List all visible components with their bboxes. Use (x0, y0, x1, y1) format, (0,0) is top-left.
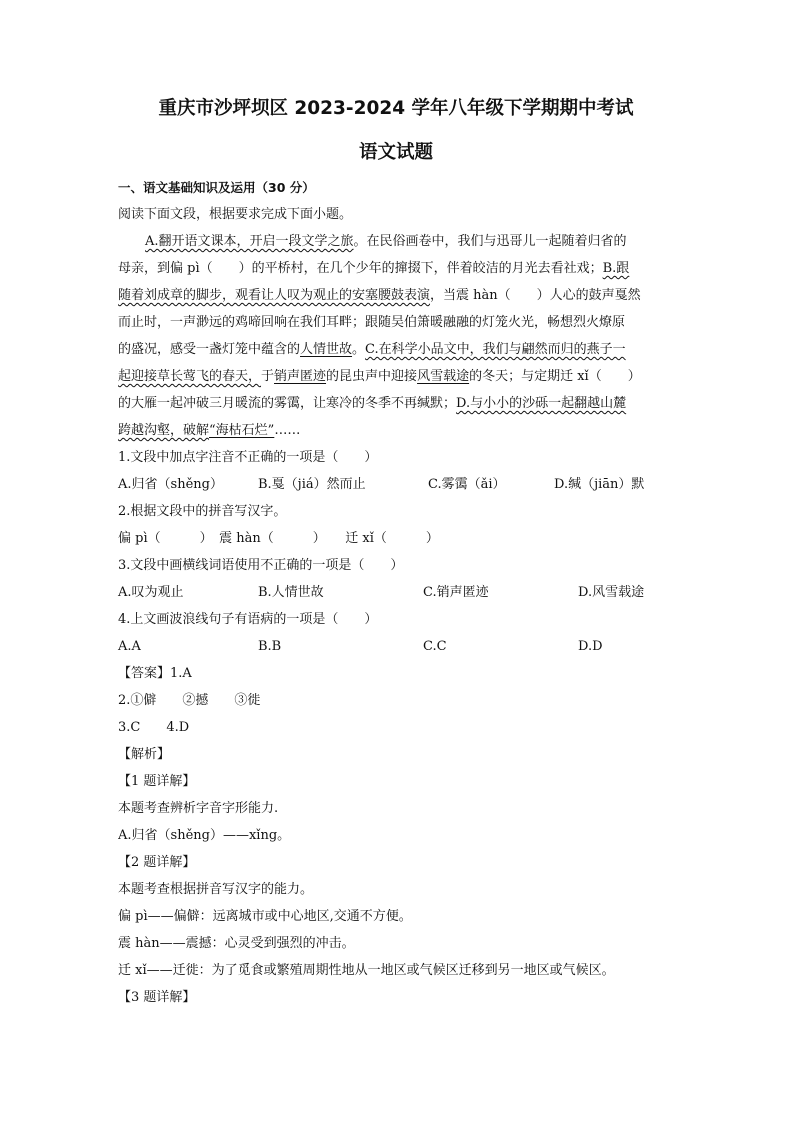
option: A.A (118, 639, 141, 654)
question-1: 1.文段中加点字注音不正确的一项是（ ） (118, 450, 378, 465)
passage-line: 的大雁一起冲破三月暖流的雾霭，让寒冷的冬季不再缄默；D.与小小的沙砾一起翻越山麓 (118, 396, 627, 411)
detail-text: 本题考查根据拼音写汉字的能力。 (118, 882, 314, 897)
passage-line: 随着刘成章的脚步，观看让人叹为观止的安塞腰鼓表演，当震 hàn（ ）人心的鼓声戛然 (118, 288, 641, 303)
option: A.归省（shěng） (118, 477, 223, 492)
option: B.B (258, 639, 282, 654)
option: C.C (423, 639, 447, 654)
question-3: 3.文段中画横线词语使用不正确的一项是（ ） (118, 558, 404, 573)
option: D.风雪载途 (578, 585, 645, 600)
option: D.缄（jiān）默 (554, 477, 645, 492)
underlined-term: 风雪载途 (417, 369, 470, 384)
passage-line: A.翻开语文课本，开启一段文学之旅。在民俗画卷中，我们与迅哥儿一起随着归省的 (145, 234, 627, 249)
question-4: 4.上文画波浪线句子有语病的一项是（ ） (118, 612, 378, 627)
option: C.雾霭（ǎi） (428, 477, 506, 492)
detail-heading-3: 【3 题详解】 (118, 990, 196, 1005)
question-2: 2.根据文段中的拼音写汉字。 (118, 504, 287, 519)
detail-text: 震 hàn——震撼：心灵受到强烈的冲击。 (118, 936, 355, 951)
question-3-options (118, 579, 674, 606)
section-heading: 一、语文基础知识及运用（30 分） (118, 180, 315, 195)
wavy-sentence-c: C.在科学小品文中，我们与翩然而归的燕子一 (365, 342, 626, 357)
underlined-term: 销声匿迹 (274, 369, 327, 384)
question-2-blanks: 偏 pì（ ） 震 hàn（ ） 迁 xǐ（ ） (118, 531, 439, 546)
answer-label: 【答案】1.A (118, 666, 192, 681)
detail-text: 迁 xǐ——迁徙：为了觅食或繁殖周期性地从一地区或气候区迁移到另一地区或气候区。 (118, 963, 615, 978)
detail-heading-1: 【1 题详解】 (118, 774, 196, 789)
question-1-options (118, 471, 674, 498)
option: C.销声匿迹 (423, 585, 489, 600)
instruction-text: 阅读下面文段，根据要求完成下面小题。 (118, 207, 353, 222)
document-title: 重庆市沙坪坝区 2023-2024 学年八年级下学期期中考试 (158, 98, 634, 119)
underlined-term: 人情世故 (300, 342, 353, 357)
wavy-sentence-b: B.跟 (602, 261, 630, 276)
option: B.戛（jiá）然而止 (258, 477, 366, 492)
detail-text: 偏 pì——偏僻：远离城市或中心地区,交通不方便。 (118, 909, 412, 924)
passage-line: 而止时，一声渺远的鸡啼回响在我们耳畔；跟随吴伯箫暖融融的灯笼火光，畅想烈火燎原 (118, 315, 626, 330)
passage-line: 母亲，到偏 pì（ ）的平桥村，在几个少年的撺掇下，伴着皎洁的月光去看社戏；B.跟 (118, 261, 630, 276)
detail-text: A.归省（shěng）——xǐng。 (118, 828, 291, 843)
reading-passage (118, 228, 674, 444)
wavy-sentence-d: D.与小小的沙砾一起翻越山麓 (456, 396, 627, 411)
option: D.D (578, 639, 603, 654)
passage-line: 的盛况，感受一盏灯笼中蕴含的人情世故。C.在科学小品文中，我们与翩然而归的燕子一 (118, 342, 626, 357)
passage-line: 跨越沟壑，破解“海枯石烂”…… (118, 423, 301, 438)
document-page (118, 96, 674, 1011)
question-4-options (118, 633, 674, 660)
detail-text: 本题考查辨析字音字形能力. (118, 801, 279, 816)
option: A.叹为观止 (118, 585, 184, 600)
document-subtitle: 语文试题 (358, 142, 433, 163)
answer-2: 2.①僻 ②撼 ③徙 (118, 693, 261, 708)
option: B.人情世故 (258, 585, 324, 600)
passage-line: 起迎接草长莺飞的春天，于销声匿迹的昆虫声中迎接风雪载途的冬天；与定期迁 xǐ（ ） (118, 369, 641, 384)
answer-3-4: 3.C 4.D (118, 720, 190, 735)
wavy-sentence-a: A.翻开语文课本，开启一段文学之旅 (145, 234, 354, 249)
detail-heading-2: 【2 题详解】 (118, 855, 196, 870)
analysis-label: 【解析】 (118, 747, 171, 762)
